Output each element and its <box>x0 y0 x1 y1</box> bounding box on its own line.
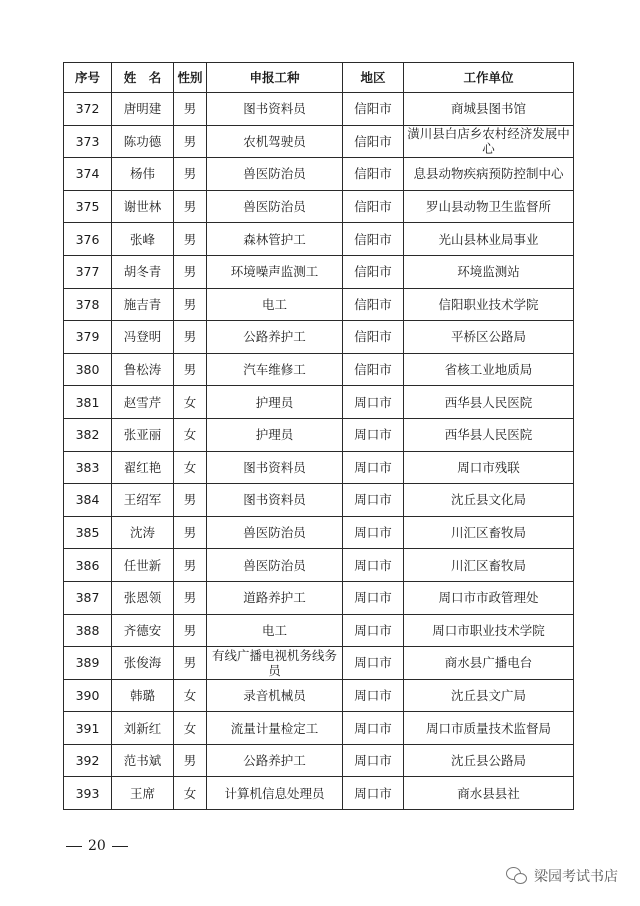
cell-no: 390 <box>64 679 112 712</box>
cell-no: 379 <box>64 321 112 354</box>
table-row <box>64 255 574 288</box>
cell-gender: 女 <box>174 451 207 484</box>
cell-job: 护理员 <box>207 386 343 419</box>
cell-no: 386 <box>64 549 112 582</box>
cell-job: 电工 <box>207 614 343 647</box>
cell-gender: 男 <box>174 255 207 288</box>
cell-no: 389 <box>64 647 112 680</box>
cell-region: 周口市 <box>343 418 404 451</box>
cell-region: 信阳市 <box>343 321 404 354</box>
cell-job: 公路养护工 <box>207 744 343 777</box>
cell-no: 388 <box>64 614 112 647</box>
cell-job: 公路养护工 <box>207 321 343 354</box>
cell-name: 张亚丽 <box>112 418 174 451</box>
table-row <box>64 353 574 386</box>
cell-gender: 男 <box>174 321 207 354</box>
table-row <box>64 712 574 745</box>
table-row <box>64 288 574 321</box>
cell-region: 信阳市 <box>343 353 404 386</box>
table-row <box>64 223 574 256</box>
cell-unit: 西华县人民医院 <box>404 386 574 419</box>
cell-job: 电工 <box>207 288 343 321</box>
cell-gender: 男 <box>174 125 207 158</box>
cell-no: 383 <box>64 451 112 484</box>
cell-name: 施吉青 <box>112 288 174 321</box>
table-row <box>64 484 574 517</box>
cell-unit: 商水县县社 <box>404 777 574 810</box>
cell-no: 384 <box>64 484 112 517</box>
cell-no: 382 <box>64 418 112 451</box>
cell-gender: 女 <box>174 679 207 712</box>
table-row <box>64 158 574 191</box>
cell-gender: 男 <box>174 647 207 680</box>
cell-job: 兽医防治员 <box>207 549 343 582</box>
cell-job: 护理员 <box>207 418 343 451</box>
table-row <box>64 451 574 484</box>
cell-gender: 男 <box>174 93 207 126</box>
cell-name: 杨伟 <box>112 158 174 191</box>
cell-name: 胡冬青 <box>112 255 174 288</box>
dash-left <box>66 846 82 847</box>
cell-gender: 女 <box>174 418 207 451</box>
cell-gender: 男 <box>174 484 207 517</box>
cell-job: 图书资料员 <box>207 451 343 484</box>
cell-unit: 信阳职业技术学院 <box>404 288 574 321</box>
cell-gender: 男 <box>174 614 207 647</box>
cell-gender: 女 <box>174 386 207 419</box>
cell-job: 兽医防治员 <box>207 158 343 191</box>
cell-job: 森林管护工 <box>207 223 343 256</box>
cell-region: 周口市 <box>343 712 404 745</box>
cell-no: 387 <box>64 581 112 614</box>
cell-job: 农机驾驶员 <box>207 125 343 158</box>
cell-region: 周口市 <box>343 777 404 810</box>
cell-region: 周口市 <box>343 614 404 647</box>
cell-region: 周口市 <box>343 549 404 582</box>
cell-unit: 息县动物疾病预防控制中心 <box>404 158 574 191</box>
dash-right <box>112 846 128 847</box>
cell-name: 王席 <box>112 777 174 810</box>
cell-name: 翟红艳 <box>112 451 174 484</box>
header-job: 申报工种 <box>207 63 343 93</box>
cell-no: 391 <box>64 712 112 745</box>
page-number-text: 20 <box>88 838 106 854</box>
cell-job: 计算机信息处理员 <box>207 777 343 810</box>
cell-unit: 川汇区畜牧局 <box>404 549 574 582</box>
table-header-row <box>64 63 574 93</box>
cell-unit: 商城县图书馆 <box>404 93 574 126</box>
cell-job: 图书资料员 <box>207 484 343 517</box>
cell-unit: 光山县林业局事业 <box>404 223 574 256</box>
cell-region: 周口市 <box>343 744 404 777</box>
table-row <box>64 679 574 712</box>
cell-job: 汽车维修工 <box>207 353 343 386</box>
cell-no: 374 <box>64 158 112 191</box>
cell-name: 谢世林 <box>112 190 174 223</box>
cell-region: 周口市 <box>343 516 404 549</box>
cell-name: 张恩领 <box>112 581 174 614</box>
table-row <box>64 321 574 354</box>
watermark <box>506 866 618 886</box>
table-row <box>64 549 574 582</box>
table-row <box>64 614 574 647</box>
cell-gender: 男 <box>174 581 207 614</box>
table-row <box>64 581 574 614</box>
cell-region: 周口市 <box>343 679 404 712</box>
cell-name: 鲁松涛 <box>112 353 174 386</box>
table-row <box>64 777 574 810</box>
cell-name: 陈功德 <box>112 125 174 158</box>
watermark-text: 梁园考试书店 <box>534 869 618 885</box>
cell-no: 392 <box>64 744 112 777</box>
header-name: 姓 名 <box>112 63 174 93</box>
cell-unit: 沈丘县文广局 <box>404 679 574 712</box>
roster-table <box>63 62 574 810</box>
cell-name: 赵雪芹 <box>112 386 174 419</box>
table-body <box>64 93 574 810</box>
table-row <box>64 93 574 126</box>
cell-unit: 商水县广播电台 <box>404 647 574 680</box>
cell-region: 周口市 <box>343 647 404 680</box>
wechat-icon <box>506 867 528 885</box>
cell-no: 376 <box>64 223 112 256</box>
cell-gender: 男 <box>174 223 207 256</box>
cell-gender: 男 <box>174 516 207 549</box>
table-row <box>64 516 574 549</box>
cell-name: 冯登明 <box>112 321 174 354</box>
cell-unit: 环境监测站 <box>404 255 574 288</box>
header-no: 序号 <box>64 63 112 93</box>
cell-region: 周口市 <box>343 386 404 419</box>
cell-unit: 周口市职业技术学院 <box>404 614 574 647</box>
table-row <box>64 190 574 223</box>
table-row <box>64 386 574 419</box>
table-row <box>64 125 574 158</box>
cell-job: 兽医防治员 <box>207 516 343 549</box>
cell-no: 378 <box>64 288 112 321</box>
cell-name: 刘新红 <box>112 712 174 745</box>
cell-gender: 女 <box>174 777 207 810</box>
cell-unit: 沈丘县公路局 <box>404 744 574 777</box>
cell-no: 393 <box>64 777 112 810</box>
table-row <box>64 418 574 451</box>
cell-name: 张俊海 <box>112 647 174 680</box>
cell-unit: 潢川县白店乡农村经济发展中心 <box>404 125 574 158</box>
cell-region: 信阳市 <box>343 125 404 158</box>
cell-unit: 川汇区畜牧局 <box>404 516 574 549</box>
header-unit: 工作单位 <box>404 63 574 93</box>
cell-region: 周口市 <box>343 484 404 517</box>
cell-name: 王绍军 <box>112 484 174 517</box>
cell-gender: 男 <box>174 158 207 191</box>
cell-unit: 平桥区公路局 <box>404 321 574 354</box>
cell-name: 沈涛 <box>112 516 174 549</box>
cell-region: 信阳市 <box>343 223 404 256</box>
cell-job: 兽医防治员 <box>207 190 343 223</box>
cell-name: 任世新 <box>112 549 174 582</box>
cell-no: 375 <box>64 190 112 223</box>
cell-unit: 罗山县动物卫生监督所 <box>404 190 574 223</box>
header-region: 地区 <box>343 63 404 93</box>
cell-job: 道路养护工 <box>207 581 343 614</box>
cell-job: 有线广播电视机务线务员 <box>207 647 343 680</box>
cell-unit: 周口市市政管理处 <box>404 581 574 614</box>
cell-name: 韩璐 <box>112 679 174 712</box>
cell-region: 周口市 <box>343 451 404 484</box>
cell-no: 381 <box>64 386 112 419</box>
cell-gender: 男 <box>174 190 207 223</box>
cell-unit: 沈丘县文化局 <box>404 484 574 517</box>
cell-unit: 西华县人民医院 <box>404 418 574 451</box>
cell-region: 信阳市 <box>343 158 404 191</box>
cell-no: 380 <box>64 353 112 386</box>
cell-name: 范书斌 <box>112 744 174 777</box>
cell-gender: 男 <box>174 353 207 386</box>
cell-name: 张峰 <box>112 223 174 256</box>
cell-region: 信阳市 <box>343 255 404 288</box>
cell-no: 373 <box>64 125 112 158</box>
cell-job: 录音机械员 <box>207 679 343 712</box>
cell-name: 齐德安 <box>112 614 174 647</box>
cell-gender: 女 <box>174 712 207 745</box>
cell-no: 385 <box>64 516 112 549</box>
cell-region: 信阳市 <box>343 93 404 126</box>
cell-no: 377 <box>64 255 112 288</box>
table-row <box>64 744 574 777</box>
cell-job: 环境噪声监测工 <box>207 255 343 288</box>
cell-job: 图书资料员 <box>207 93 343 126</box>
cell-region: 信阳市 <box>343 190 404 223</box>
cell-gender: 男 <box>174 549 207 582</box>
table-row <box>64 647 574 680</box>
cell-region: 周口市 <box>343 581 404 614</box>
cell-gender: 男 <box>174 288 207 321</box>
cell-job: 流量计量检定工 <box>207 712 343 745</box>
cell-unit: 周口市质量技术监督局 <box>404 712 574 745</box>
cell-region: 信阳市 <box>343 288 404 321</box>
cell-name: 唐明建 <box>112 93 174 126</box>
cell-gender: 男 <box>174 744 207 777</box>
page-number <box>60 838 134 854</box>
cell-no: 372 <box>64 93 112 126</box>
cell-unit: 周口市残联 <box>404 451 574 484</box>
header-gender: 性别 <box>174 63 207 93</box>
cell-unit: 省核工业地质局 <box>404 353 574 386</box>
